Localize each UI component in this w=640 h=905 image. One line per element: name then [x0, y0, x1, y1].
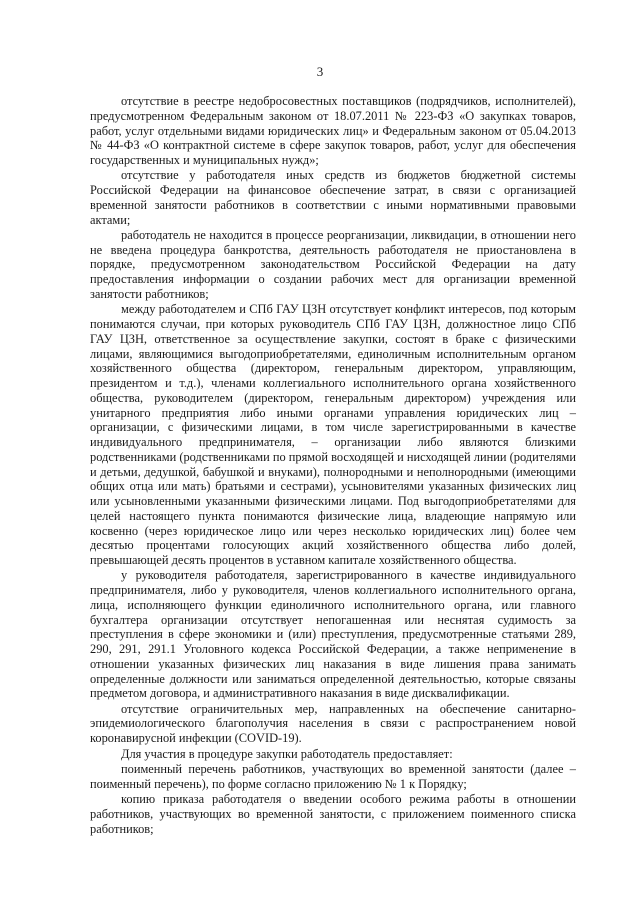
paragraph: отсутствие в реестре недобросовестных поставщиков (подрядчиков, исполнителей), предусмотренном Федеральным законом от 18.07.2011 № 223-ФЗ «О закупках товаров, работ, услуг отдельными видами юридических лиц» и Федеральным законом от 05.04.2013 № 44-ФЗ «О контрактной системе в сфере закупок товаров, работ, услуг для обеспечения государственных и муниципальных нужд»;: [90, 94, 576, 167]
paragraph: поименный перечень работников, участвующих во временной занятости (далее – поименный перечень), по форме согласно приложению № 1 к Порядку;: [90, 761, 576, 791]
document-body: [90, 94, 576, 837]
paragraph: отсутствие у работодателя иных средств из бюджетов бюджетной системы Российской Федерации на финансовое обеспечение затрат, в связи с организацией временной занятости работников в соответствии с иными нормативными правовыми актами;: [90, 168, 576, 227]
page-number: 3: [316, 64, 324, 79]
paragraph: у руководителя работодателя, зарегистрированного в качестве индивидуального предпринимателя, либо у руководителя, членов коллегиального исполнительного органа, лица, исполняющего функции единоличного исполнительного органа, или главного бухгалтера организации отсутствует непогашенная или неснятая судимость за преступления в сфере экономики и (или) преступления, предусмотренные статьями 289, 290, 291, 291.1 Уголовного кодекса Российской Федерации, а также неприменение в отношении указанных физических лиц наказания в виде лишения права занимать определенные должности или заниматься определенной деятельностью, которые связаны предметом договора, и административного наказания в виде дисквалификации.: [90, 568, 576, 701]
paragraph: между работодателем и СПб ГАУ ЦЗН отсутствует конфликт интересов, под которым понимаются случаи, при которых руководитель СПб ГАУ ЦЗН, должностное лицо СПб ГАУ ЦЗН, ответственное за осуществление закупки, состоят в браке с физическими лицами, являющимися выгодоприобретателями, единоличным исполнительным органом хозяйственного общества (директором, генеральным директором, управляющим, президентом и т.д.), членами коллегиального исполнительного органа хозяйственного общества, руководителем (директором, генеральным директором) учреждения или унитарного предприятия либо иными органами управления юридических лиц – организации, с физическими лицами, в том числе зарегистрированными в качестве индивидуального предпринимателя, – организации либо являются близкими родственниками (родственниками по прямой восходящей и нисходящей линии (родителями и детьми, дедушкой, бабушкой и внуками), полнородными и неполнородными (имеющими общих отца или мать) братьями и сестрами), усыновителями указанных физических лиц или усыновленными указанными физическими лицами. Под выгодоприобретателями для целей настоящего пункта понимаются физические лица, владеющие напрямую или косвенно (через юридическое лицо или через несколько юридических лиц) более чем десятью процентами голосующих акций хозяйственного общества либо долей, превышающей десять процентов в уставном капитале хозяйственного общества.: [90, 302, 576, 568]
paragraph: работодатель не находится в процессе реорганизации, ликвидации, в отношении него не введена процедура банкротства, деятельность работодателя не приостановлена в порядке, предусмотренном законодательством Российской Федерации на дату предоставления информации о создании рабочих мест для организации временной занятости работников;: [90, 227, 576, 301]
paragraph: отсутствие ограничительных мер, направленных на обеспечение санитарно-эпидемиологического благополучия населения в связи с распространением новой коронавирусной инфекции (COVID-19).: [90, 701, 576, 746]
paragraph: копию приказа работодателя о введении особого режима работы в отношении работников, участвующих во временной занятости, с приложением поименного списка работников;: [90, 792, 576, 836]
paragraph: Для участия в процедуре закупки работодатель предоставляет:: [121, 746, 453, 761]
